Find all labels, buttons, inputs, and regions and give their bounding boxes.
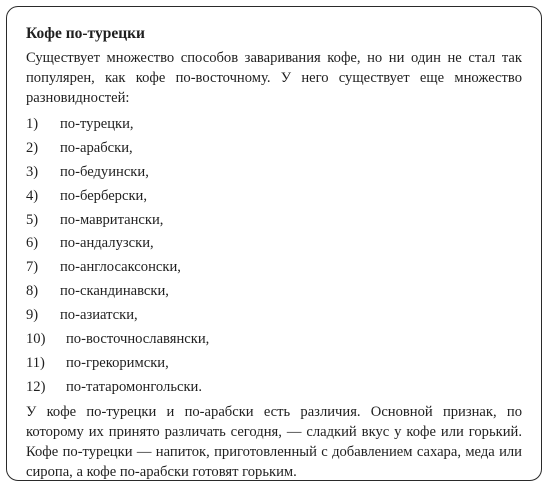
- list-item-text: по-татаромонгольски.: [66, 378, 203, 395]
- list-item-text: по-мавритански,: [60, 211, 164, 228]
- list-item: [26, 137, 522, 161]
- list-item-number: 8): [26, 283, 39, 300]
- list-item-text: по-берберски,: [60, 187, 148, 204]
- list-item-text: по-скандинавски,: [60, 283, 169, 300]
- list-item-text: по-бедуински,: [60, 163, 149, 180]
- list-item: [26, 376, 522, 400]
- list-item: [26, 280, 522, 304]
- list-item: [26, 304, 522, 328]
- list-item-number: 2): [26, 139, 39, 156]
- list-item: [26, 113, 522, 137]
- list-item-text: по-англосаксонски,: [60, 259, 181, 276]
- article-content: [26, 24, 522, 482]
- list-item-text: по-азиатски,: [60, 307, 138, 324]
- list-item: [26, 161, 522, 185]
- list-item-number: 9): [26, 307, 39, 324]
- article-title: Кофе по-турецки: [26, 25, 145, 42]
- list-item-number: 3): [26, 163, 39, 180]
- list-item-number: 5): [26, 211, 39, 228]
- list-item-text: по-андалузски,: [60, 235, 154, 252]
- list-item-number: 4): [26, 187, 39, 204]
- list-item: [26, 328, 522, 352]
- varieties-list: [26, 113, 522, 400]
- list-item: [26, 185, 522, 209]
- intro-paragraph: Существует множество способов заваривания кофе, но ни один не стал так популярен, как кофе по-восточному. У него существует еще множество разновидностей:: [26, 50, 522, 106]
- list-item-number: 1): [26, 116, 39, 132]
- list-item-text: по-турецки,: [60, 116, 134, 132]
- list-item-text: по-арабски,: [60, 139, 133, 156]
- list-item-number: 7): [26, 259, 39, 276]
- list-item-text: по-грекоримски,: [66, 354, 169, 371]
- list-item-number: 10): [26, 331, 46, 348]
- outro-paragraph: У кофе по-турецки и по-арабски есть различия. Основной признак, по которому их принято различать сегодня, — сладкий вкус у кофе или горький. Кофе по-турецки — напиток, приготовленный с добавлением сахара, меда или сиропа, а кофе по-арабски готовят горьким.: [26, 403, 522, 480]
- list-item: [26, 209, 522, 233]
- list-item: [26, 352, 522, 376]
- list-item: [26, 232, 522, 256]
- list-item-number: 12): [26, 378, 46, 395]
- list-item-text: по-восточнославянски,: [66, 331, 210, 348]
- list-item: [26, 256, 522, 280]
- list-item-number: 6): [26, 235, 39, 252]
- list-item-number: 11): [26, 354, 45, 371]
